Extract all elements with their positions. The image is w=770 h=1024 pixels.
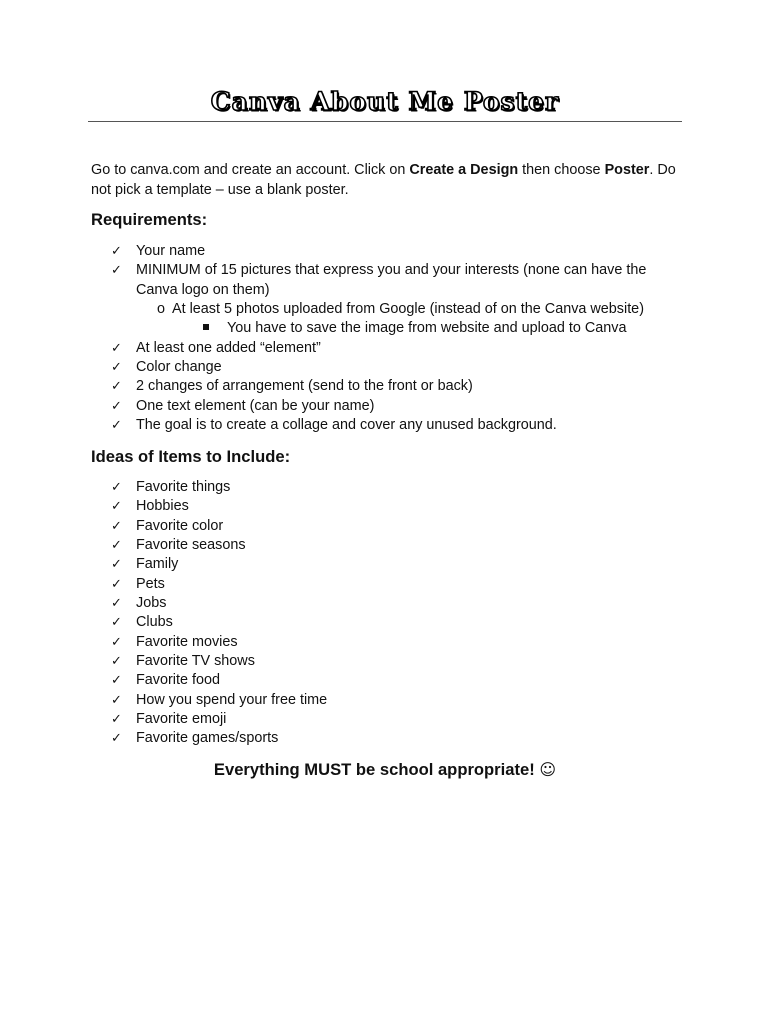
list-item: [0, 397, 676, 416]
check-icon: ✓: [111, 499, 122, 515]
check-icon: ✓: [111, 538, 122, 554]
list-item-label: 2 changes of arrangement (send to the front or back): [136, 378, 473, 395]
list-item-label: One text element (can be your name): [136, 397, 375, 414]
check-icon: ✓: [111, 398, 122, 414]
list-item: [0, 242, 676, 261]
list-item: [0, 536, 676, 555]
check-icon: ✓: [111, 518, 122, 534]
intro-bold-create-a-design: Create a Design: [409, 162, 519, 178]
sub-sub-list-item: [0, 319, 677, 338]
list-item-label: The goal is to create a collage and cover any unused background.: [136, 417, 557, 434]
list-item: [0, 555, 676, 574]
requirements-heading: Requirements:: [91, 210, 208, 229]
list-item-label: Favorite emoji: [136, 711, 227, 728]
list-item-label: Jobs: [136, 595, 167, 612]
check-icon: ✓: [111, 418, 122, 434]
list-item: [0, 652, 676, 671]
check-icon: ✓: [111, 712, 122, 728]
list-item: [0, 377, 676, 396]
list-item: [0, 261, 676, 300]
intro-text-3: . Do not pick a template – use a blank poster.: [91, 162, 676, 198]
list-item-label: Favorite movies: [136, 633, 238, 650]
list-item-label: You have to save the image from website and upload to Canva: [227, 320, 627, 337]
list-item: [0, 729, 676, 748]
list-item-label: Favorite things: [136, 479, 231, 495]
check-icon: ✓: [111, 480, 122, 495]
title-divider: [88, 121, 682, 122]
list-item-label: Favorite seasons: [136, 537, 246, 554]
list-item-label: Color change: [136, 359, 222, 376]
list-item: [0, 613, 676, 632]
list-item-label: Favorite TV shows: [136, 653, 255, 670]
circle-bullet-icon: o: [157, 301, 166, 318]
list-item-label: Your name: [136, 243, 206, 259]
list-item: [0, 671, 676, 690]
square-bullet-icon: [203, 324, 209, 330]
check-icon: ✓: [111, 673, 122, 689]
list-item: [0, 497, 676, 516]
list-item: [0, 339, 676, 358]
ideas-list: [0, 478, 676, 749]
check-icon: ✓: [111, 379, 122, 395]
list-item-label: Favorite color: [136, 517, 224, 534]
list-item-label: Family: [136, 556, 179, 573]
intro-text-1: Go to canva.com and create an account. Click on: [91, 162, 410, 178]
check-icon: ✓: [111, 360, 122, 376]
check-icon: ✓: [111, 557, 122, 573]
list-item-label: Clubs: [136, 614, 173, 631]
list-item-label: Pets: [136, 575, 165, 592]
list-item: [0, 594, 676, 613]
list-item: [0, 416, 676, 435]
intro-bold-poster: Poster: [604, 162, 650, 178]
list-item-label: Favorite games/sports: [136, 730, 279, 747]
check-icon: ✓: [111, 731, 122, 747]
intro-text-2: then choose: [518, 162, 605, 178]
closing-text: Everything MUST be school appropriate!: [213, 760, 535, 779]
check-icon: ✓: [111, 263, 122, 279]
list-item: [0, 710, 676, 729]
list-item: [0, 517, 676, 536]
list-item: [0, 358, 676, 377]
list-item-label: Favorite food: [136, 672, 220, 689]
list-item-label: Hobbies: [136, 498, 189, 515]
check-icon: ✓: [111, 692, 122, 708]
check-icon: ✓: [111, 615, 122, 631]
list-item: [0, 478, 676, 497]
intro-paragraph: [91, 161, 681, 200]
list-item-label: MINIMUM of 15 pictures that express you and your interests (none can have the Canva logo on them): [136, 262, 647, 298]
check-icon: ✓: [111, 576, 122, 592]
closing-statement: [0, 759, 770, 781]
check-icon: ✓: [111, 634, 122, 650]
requirements-list: [0, 242, 682, 435]
list-item-label: At least 5 photos uploaded from Google (instead of on the Canva website): [172, 301, 644, 318]
list-item: [0, 575, 676, 594]
list-item-label: At least one added “element”: [136, 339, 321, 356]
check-icon: ✓: [111, 654, 122, 670]
check-icon: ✓: [111, 244, 122, 259]
check-icon: ✓: [111, 596, 122, 612]
page-title: Canva About Me Poster: [210, 87, 560, 116]
list-item: [0, 633, 676, 652]
smiley-icon: ☺: [539, 760, 557, 779]
sub-list-item: [0, 300, 682, 319]
check-icon: ✓: [111, 340, 122, 356]
list-item-label: How you spend your free time: [136, 691, 328, 708]
ideas-heading: Ideas of Items to Include:: [91, 447, 291, 466]
list-item: [0, 691, 676, 710]
